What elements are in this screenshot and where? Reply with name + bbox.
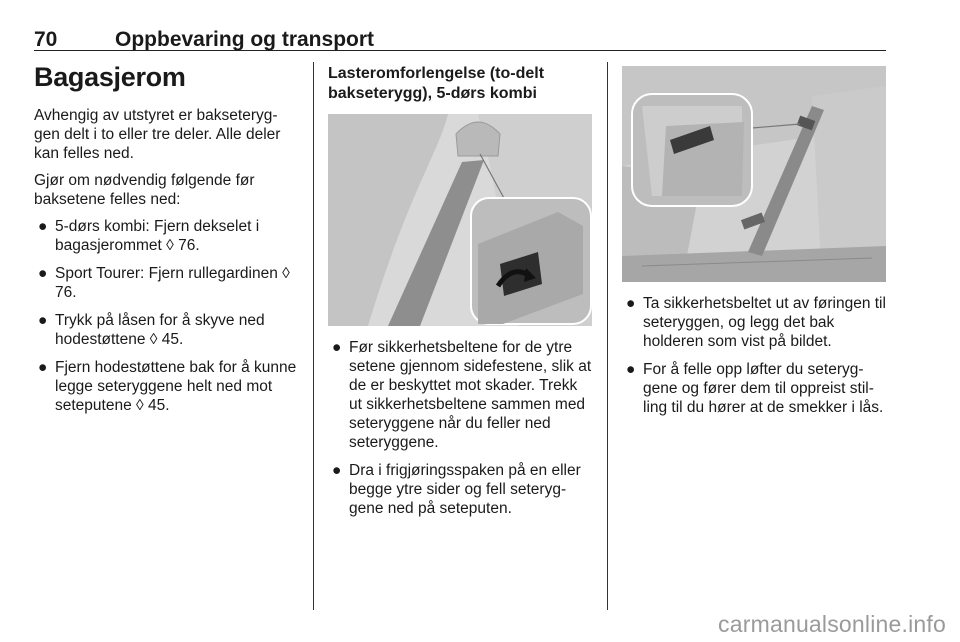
bullet-list [34,217,298,415]
column-3 [622,60,886,426]
list-item-text: Trykk på låsen for å skyve ned hodestøttene ◊ 45. [55,312,265,348]
bullet-icon: ● [626,361,636,378]
seatbelt-guide-illustration [328,114,592,326]
list-item [622,294,886,351]
column-divider [313,62,314,610]
column-divider [607,62,608,610]
list-item [34,217,298,255]
watermark: carmanualsonline.info [718,611,946,637]
bullet-icon: ● [626,295,636,312]
seatbelt-holder-illustration [622,66,886,282]
column-2 [328,60,592,527]
subsection-title: Lasteromforlengelse (to-delt bakseterygg), 5-dørs kombi [328,65,545,102]
column-1 [34,60,298,424]
bullet-list [328,338,592,518]
intro-paragraph: Avhengig av utstyret er bakseteryg-gen delt i to eller tre deler. Alle deler kan felles ned. [34,107,281,162]
bullet-icon: ● [38,359,48,376]
list-item [328,461,592,518]
list-item-text: 5-dørs kombi: Fjern dekselet i bagasjerommet ◊ 76. [55,218,260,254]
list-item [622,360,886,417]
list-item-text: Fjern hodestøttene bak for å kunne legge seteryggene helt ned mot seteputene ◊ 45. [55,359,297,414]
list-item [34,358,298,415]
list-item-text: For å felle opp løfter du seteryg-gene og fører dem til oppreist stil-ling til du hører at de smekker i lås. [643,361,884,416]
list-item-text: Dra i frigjøringsspaken på en eller begge ytre sider og fell seteryg-gene ned på seteputen. [349,462,581,517]
list-item-text: Ta sikkerhetsbeltet ut av føringen til seteryggen, og legg det bak holderen som vist på bildet. [643,295,886,350]
bullet-list [622,294,886,417]
list-item [34,311,298,349]
instruction-paragraph: Gjør om nødvendig følgende før baksetene felles ned: [34,172,255,208]
section-title: Oppbevaring og transport [115,28,375,51]
page-header [34,14,886,51]
bullet-icon: ● [38,312,48,329]
bullet-icon: ● [38,218,48,235]
page-title: Bagasjerom [34,62,186,92]
bullet-icon: ● [332,339,342,356]
list-item [34,264,298,302]
list-item-text: Sport Tourer: Fjern rullegardinen ◊ 76. [55,265,290,301]
list-item [328,338,592,452]
list-item-text: Før sikkerhetsbeltene for de ytre setene gjennom sidefestene, slik at de er beskyttet mot skader. Trekk ut sikkerhetsbeltene sammen med seteryggene når du feller ned seteryggene. [349,339,592,451]
bullet-icon: ● [332,462,342,479]
page-number: 70 [34,28,58,51]
bullet-icon: ● [38,265,48,282]
